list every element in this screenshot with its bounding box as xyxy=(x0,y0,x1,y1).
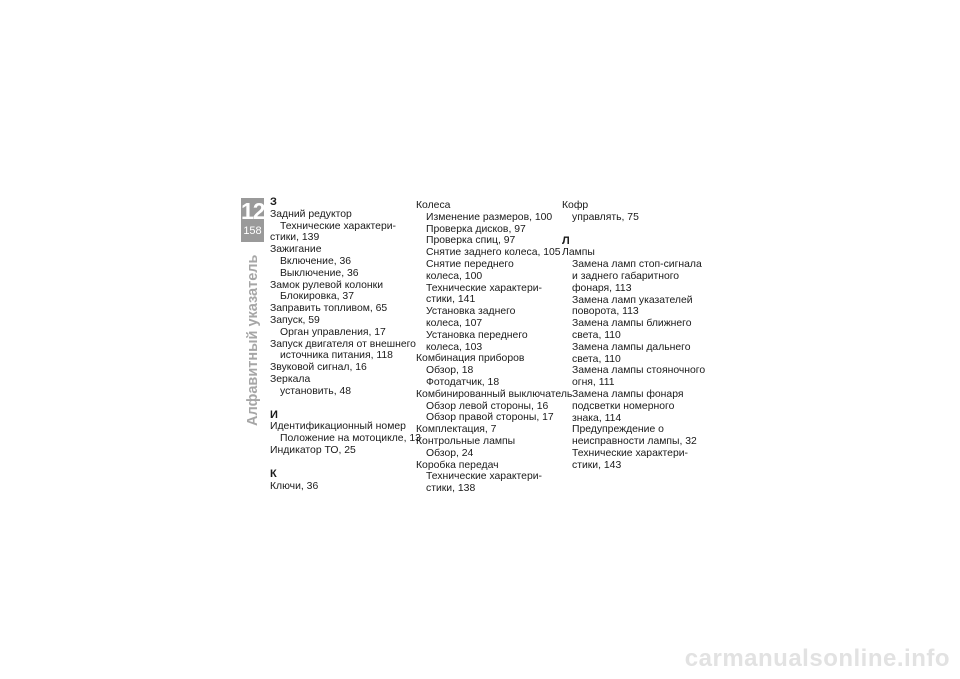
index-entry: Индикатор ТО, 25 xyxy=(270,444,356,456)
chapter-number: 12 xyxy=(241,198,265,224)
index-subentry: Изменение размеров, 100 xyxy=(426,211,553,223)
index-subentry: Установка заднего xyxy=(426,306,516,318)
index-column-3 xyxy=(562,200,705,472)
watermark: carmanualsonline.info xyxy=(684,645,950,672)
index-subentry-continued: и заднего габаритного xyxy=(572,270,680,282)
index-subentry: Установка переднего xyxy=(426,329,528,341)
index-entry: Замок рулевой колонки xyxy=(270,279,384,291)
index-subentry-continued: света, 110 xyxy=(572,329,621,341)
index-subentry: Замена лампы фонаря xyxy=(572,388,684,400)
index-letter: З xyxy=(270,196,277,208)
index-entry: Лампы xyxy=(562,247,595,259)
index-subentry-continued: стики, 139 xyxy=(270,232,320,244)
index-entry: Комплектация, 7 xyxy=(416,424,497,436)
index-subentry: Технические характери- xyxy=(572,447,688,459)
index-column-1 xyxy=(270,197,421,492)
index-subentry: Замена ламп указателей xyxy=(572,294,693,306)
index-subentry: Предупреждение о xyxy=(572,424,664,436)
spacer xyxy=(270,457,421,469)
index-entry: Задний редуктор xyxy=(270,208,352,220)
side-section-title: Алфавитный указатель xyxy=(245,254,261,426)
index-subentry: Замена ламп стоп-сигнала xyxy=(572,259,702,271)
index-subentry: Проверка дисков, 97 xyxy=(426,223,526,235)
index-subentry: Технические характери- xyxy=(426,282,542,294)
index-subentry-continued: огня, 111 xyxy=(572,377,615,389)
index-subentry: Выключение, 36 xyxy=(280,267,359,279)
index-subentry-continued: колеса, 100 xyxy=(426,270,483,282)
index-entry: Кофр xyxy=(562,200,589,211)
index-subentry: Обзор левой стороны, 16 xyxy=(426,400,549,412)
index-entry: Запуск, 59 xyxy=(270,314,320,326)
index-subentry: Проверка спиц, 97 xyxy=(426,235,516,247)
index-subentry: Включение, 36 xyxy=(280,255,352,267)
index-subentry: Технические характери- xyxy=(280,220,396,232)
index-entry: Комбинированный выключатель xyxy=(416,388,573,400)
index-entry: Запуск двигателя от внешнего xyxy=(270,338,416,350)
index-entry: Звуковой сигнал, 16 xyxy=(270,362,367,374)
index-column-2 xyxy=(416,200,572,495)
index-subentry: Замена лампы стояночного xyxy=(572,365,706,377)
chapter-tab xyxy=(241,198,264,242)
index-entry: Коробка передач xyxy=(416,459,499,471)
index-subentry: Снятие заднего колеса, 105 xyxy=(426,247,561,259)
index-subentry: управлять, 75 xyxy=(572,211,639,223)
index-letter: К xyxy=(270,467,277,480)
index-subentry-continued: колеса, 103 xyxy=(426,341,483,353)
index-entry: Комбинация приборов xyxy=(416,353,525,365)
index-subentry: Фотодатчик, 18 xyxy=(426,376,500,388)
index-subentry: Обзор, 18 xyxy=(426,365,474,377)
index-subentry: установить, 48 xyxy=(280,385,352,397)
index-subentry-continued: колеса, 107 xyxy=(426,317,483,329)
index-subentry: Обзор правой стороны, 17 xyxy=(426,412,554,424)
spacer xyxy=(562,224,705,236)
index-entry: Идентификационный номер xyxy=(270,421,406,433)
index-entry: Зеркала xyxy=(270,373,311,385)
index-subentry: Положение на мотоцикле, 13 xyxy=(280,433,421,445)
index-entry: Колеса xyxy=(416,200,451,211)
index-subentry: источника питания, 118 xyxy=(280,350,393,362)
index-subentry-continued: подсветки номерного xyxy=(572,400,675,412)
index-subentry-continued: света, 110 xyxy=(572,353,621,365)
index-subentry-continued: поворота, 113 xyxy=(572,306,639,318)
index-subentry: Замена лампы дальнего xyxy=(572,341,691,353)
index-subentry-continued: неисправности лампы, 32 xyxy=(572,436,697,448)
index-entry: Ключи, 36 xyxy=(270,480,319,492)
index-subentry: Обзор, 24 xyxy=(426,447,474,459)
page-number: 158 xyxy=(243,225,262,237)
index-letter: Л xyxy=(562,234,570,247)
index-subentry-continued: стики, 141 xyxy=(426,294,476,306)
index-subentry: Орган управления, 17 xyxy=(280,326,386,338)
spacer xyxy=(270,398,421,410)
index-subentry-continued: стики, 143 xyxy=(572,459,622,471)
index-entry: Контрольные лампы xyxy=(416,435,516,447)
index-entry: Заправить топливом, 65 xyxy=(270,303,388,315)
index-subentry-continued: знака, 114 xyxy=(572,412,622,424)
index-subentry: Снятие переднего xyxy=(426,258,514,270)
index-subentry-continued: стики, 138 xyxy=(426,483,476,495)
index-subentry: Технические характери- xyxy=(426,471,542,483)
index-subentry: Замена лампы ближнего xyxy=(572,318,692,330)
index-entry: Зажигание xyxy=(270,244,322,256)
index-subentry-continued: фонаря, 113 xyxy=(572,282,632,294)
index-subentry: Блокировка, 37 xyxy=(280,291,354,303)
index-letter: И xyxy=(270,408,278,421)
